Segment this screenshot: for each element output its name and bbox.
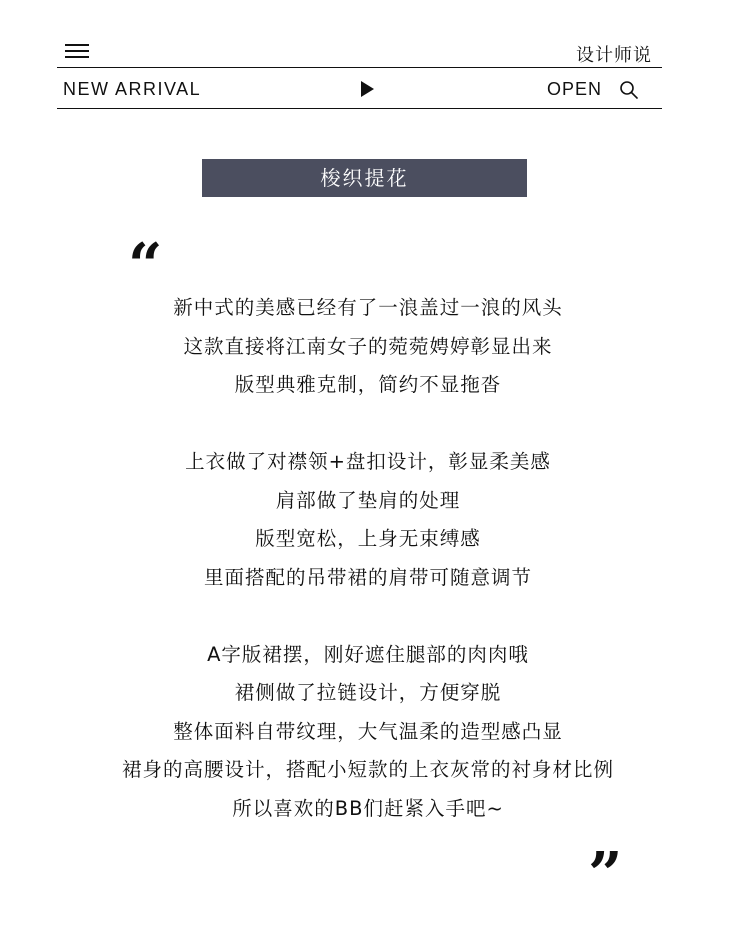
description-line: 里面搭配的吊带裙的肩带可随意调节 <box>203 565 532 589</box>
description-line: 这款直接将江南女子的菀菀娉婷彰显出来 <box>183 334 553 358</box>
description-line: 裙侧做了拉链设计，方便穿脱 <box>234 681 502 704</box>
description-line: 版型宽松，上身无束缚感 <box>255 527 481 550</box>
paragraph-gap <box>0 597 736 636</box>
menu-icon[interactable] <box>65 44 89 60</box>
paragraph-gap <box>0 405 736 444</box>
new-arrival-link[interactable]: NEW ARRIVAL <box>63 79 202 99</box>
open-link[interactable]: OPEN <box>547 79 603 99</box>
description-line: A字版裙摆，刚好遮住腿部的肉肉哦 <box>207 642 529 666</box>
header-top <box>57 36 662 68</box>
description-line: 所以喜欢的BB们赶紧入手吧~ <box>232 796 504 820</box>
close-quote-mark: ” <box>588 840 623 910</box>
description-line: 裙身的高腰设计，搭配小短款的上衣灰常的衬身材比例 <box>121 758 614 781</box>
description-line: 新中式的美感已经有了一浪盖过一浪的风头 <box>173 296 563 319</box>
description-line: 肩部做了垫肩的处理 <box>275 488 461 512</box>
description-line: 整体面料自带纹理，大气温柔的造型感凸显 <box>173 719 563 743</box>
nav-bar <box>57 68 662 108</box>
description-line: 上衣做了对襟领+盘扣设计，彰显柔美感 <box>185 450 551 473</box>
play-icon[interactable] <box>361 81 374 97</box>
open-quote-mark: “ <box>128 231 163 301</box>
section-title: 梭织提花 <box>202 159 527 197</box>
description-line: 版型典雅克制，简约不显拖沓 <box>234 373 502 396</box>
product-description <box>0 289 736 828</box>
header-divider-bottom <box>57 108 662 109</box>
brand-tag: 设计师说 <box>576 45 652 66</box>
search-icon[interactable] <box>619 80 639 100</box>
